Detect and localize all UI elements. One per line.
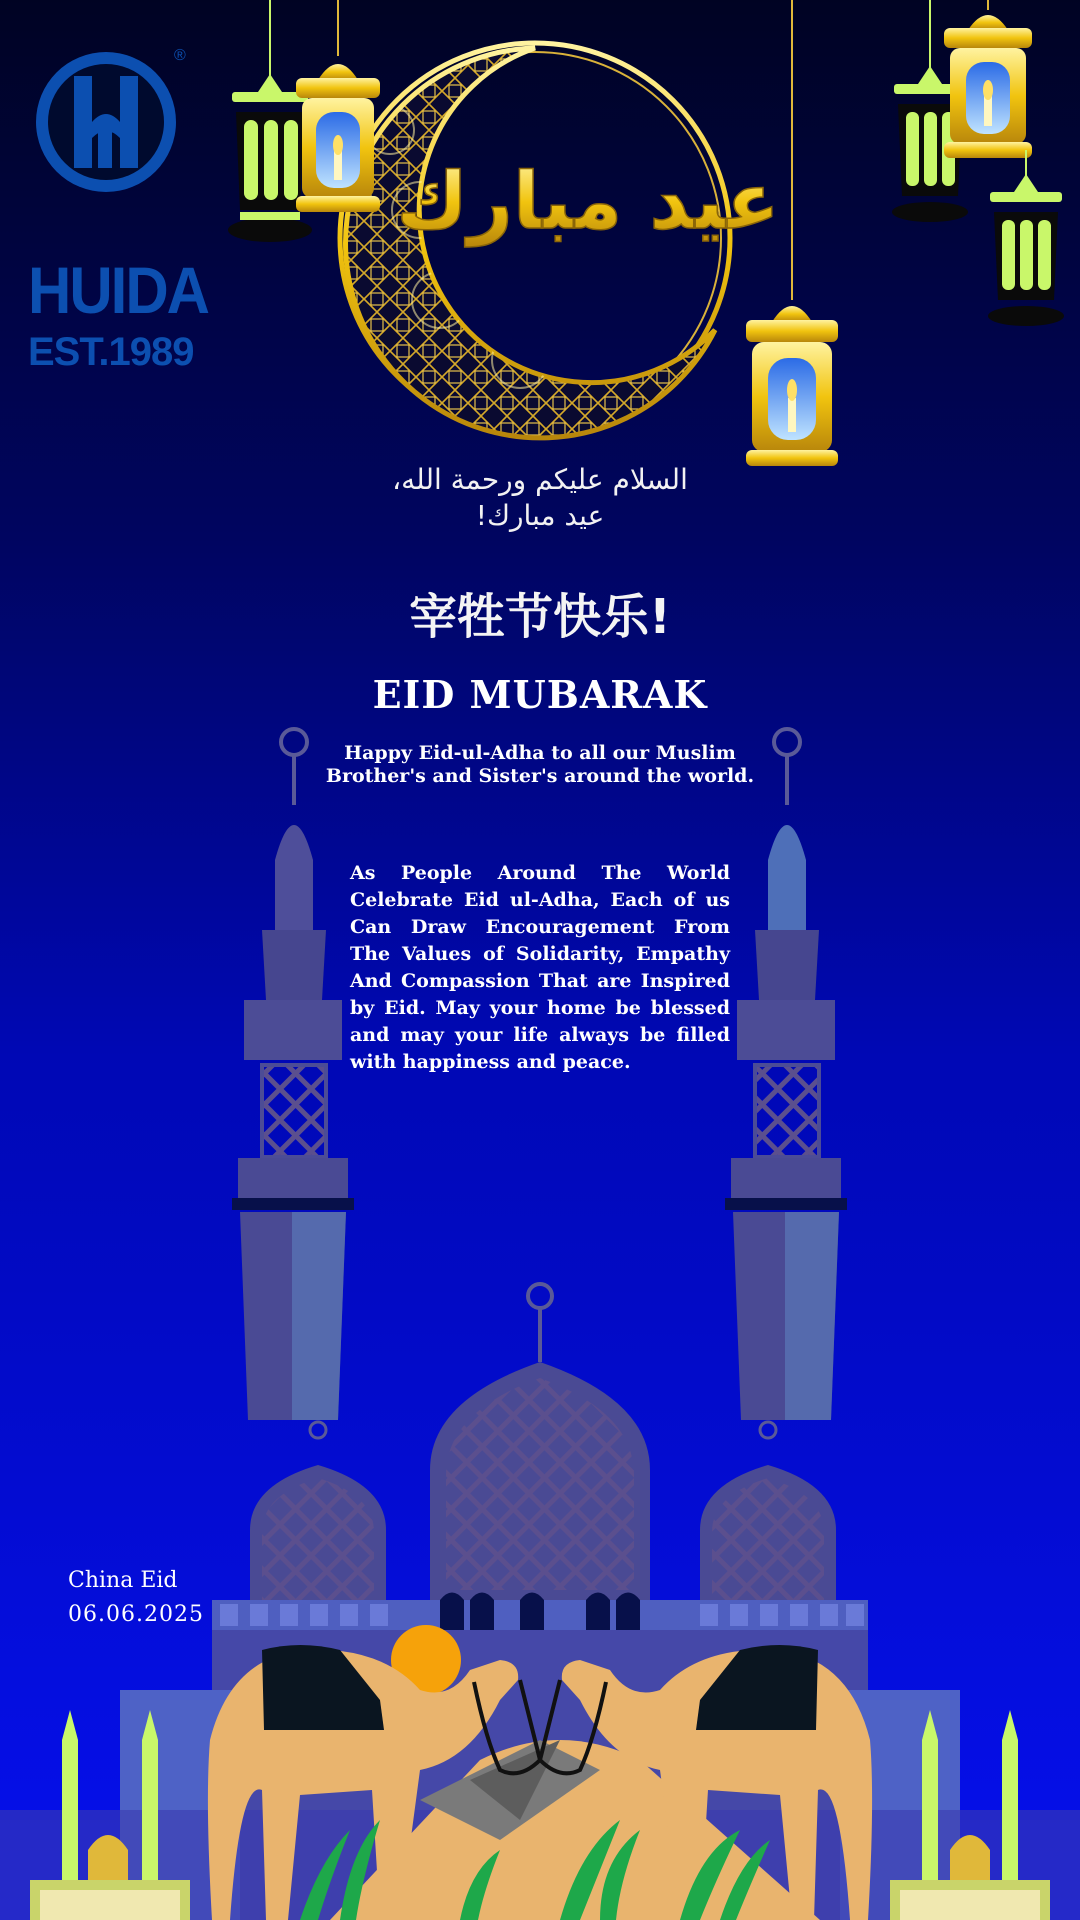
arabic-greeting-line2: عيد مبارك! [475, 499, 605, 532]
page-title: EID MUBARAK [372, 672, 708, 717]
sub-heading: Happy Eid-ul-Adha to all our Muslim Brother's and Sister's around the world. [325, 742, 755, 787]
arabic-greeting-line1: السلام عليكم ورحمة الله، [392, 463, 688, 496]
lantern-icon [944, 0, 1032, 158]
arabic-greeting [0, 462, 1080, 534]
lantern-icon [296, 0, 380, 212]
chinese-greeting: 宰牲节快乐! [409, 589, 671, 645]
body-text: As People Around The World Celebrate Eid ul-Adha, Each of us Can Draw Encouragement From The Values of Solidarity, Empathy And Compassion That are Inspired by Eid. May your home be blessed and may your life always be filled with happiness and peace. [350, 862, 730, 1073]
calligraphy-text: عيد مبارك [396, 157, 780, 247]
event-date: 06.06.2025 [68, 1602, 204, 1627]
event-name: China Eid [68, 1568, 178, 1593]
brand-established: EST.1989 [28, 330, 194, 374]
registered-mark: ® [174, 47, 186, 64]
huida-logo-icon [28, 42, 188, 202]
brand-logo [28, 42, 208, 374]
brand-name: HUIDA [28, 253, 208, 328]
lantern-icon [988, 150, 1064, 326]
